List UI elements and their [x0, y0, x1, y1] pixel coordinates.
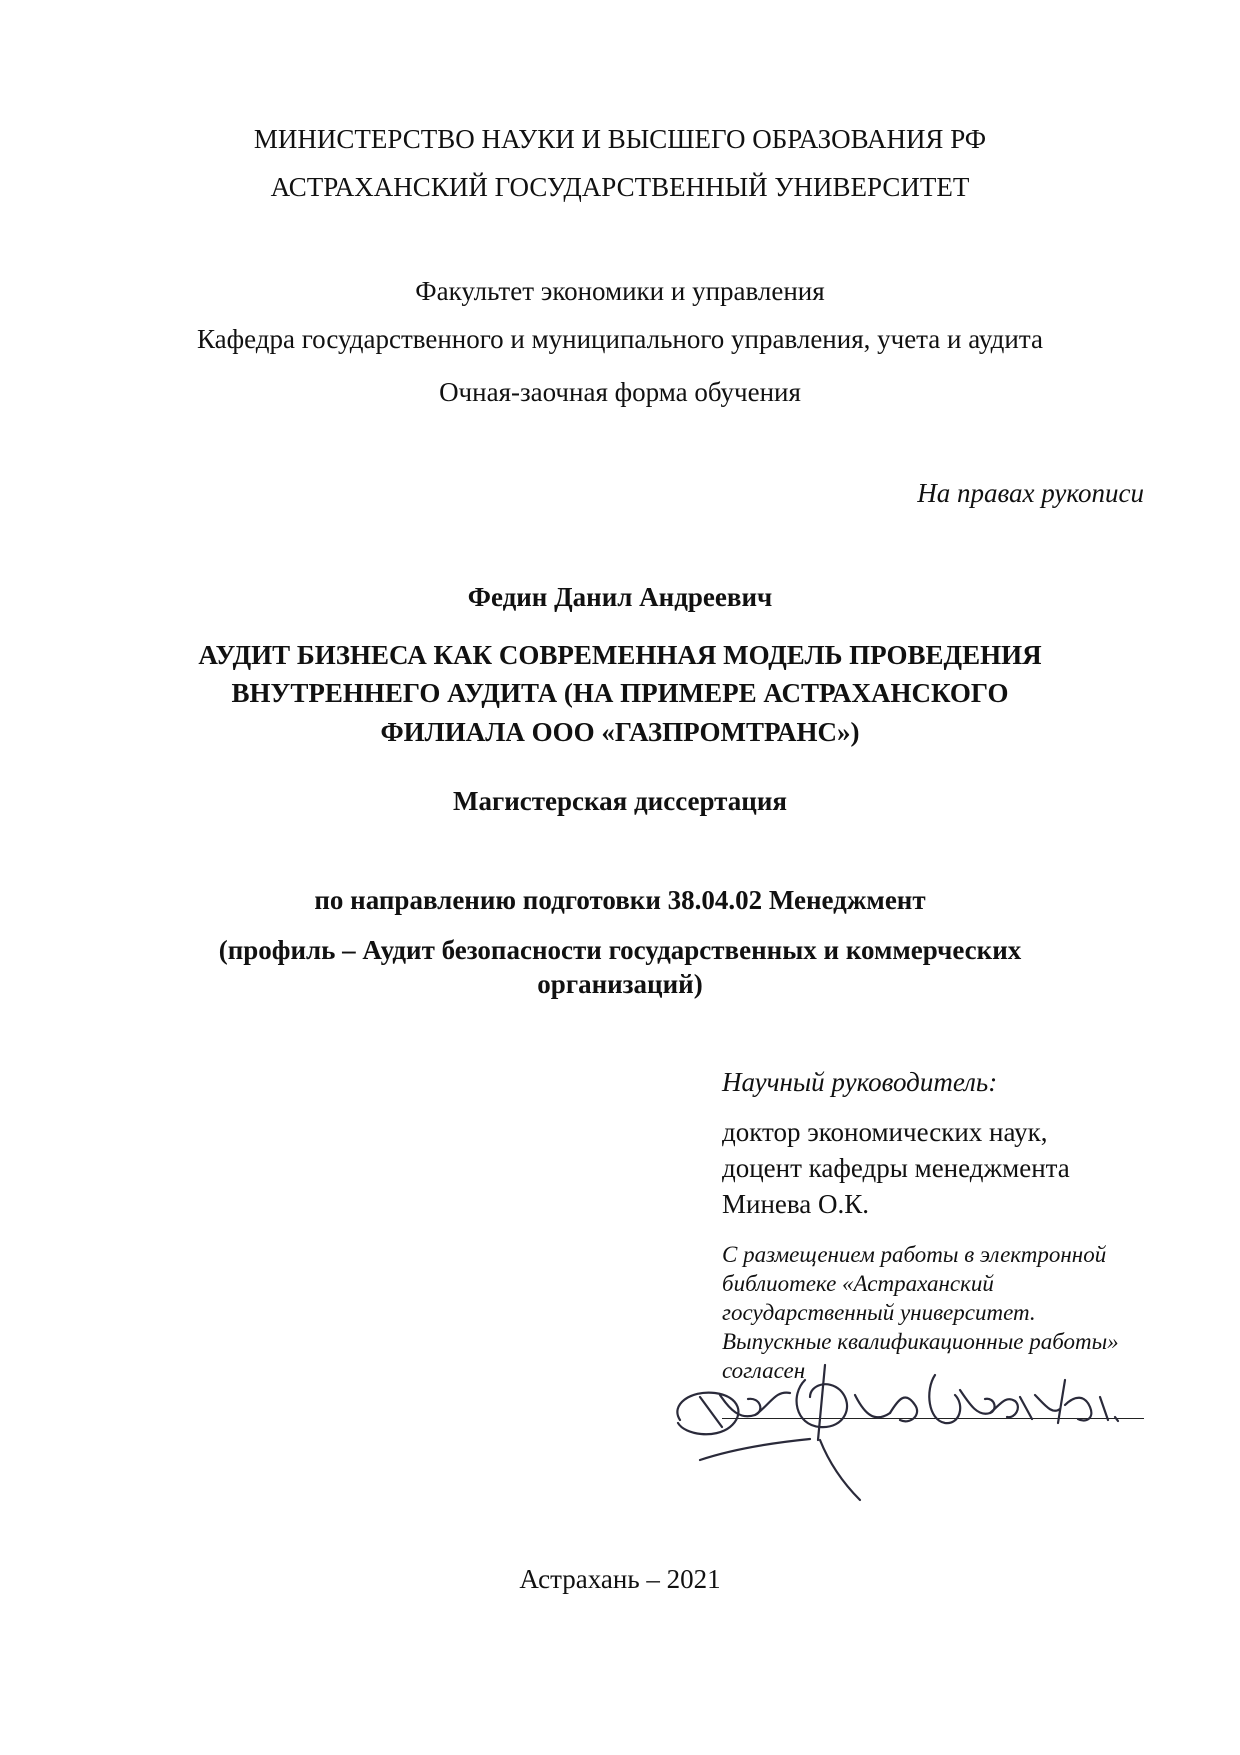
thesis-title-line-3: ФИЛИАЛА ООО «ГАЗПРОМТРАНС»)	[380, 717, 860, 747]
handwritten-signature	[660, 1335, 1160, 1505]
consent-line-3: государственный университет.	[722, 1300, 1036, 1325]
consent-line-5: согласен	[722, 1358, 806, 1383]
manuscript-note: На правах рукописи	[917, 478, 1144, 508]
direction-line: по направлению подготовки 38.04.02 Менеджмент	[314, 885, 926, 915]
profile-line-1: (профиль – Аудит безопасности государственных и коммерческих	[218, 935, 1022, 965]
profile-line-2: организаций)	[537, 969, 703, 999]
faculty-name: Факультет экономики и управления	[415, 276, 825, 306]
consent-line-1: С размещением работы в электронной	[722, 1242, 1107, 1267]
supervisor-label: Научный руководитель:	[722, 1067, 998, 1097]
work-type: Магистерская диссертация	[452, 786, 787, 816]
author-name: Федин Данил Андреевич	[467, 582, 773, 612]
consent-line-2: библиотеке «Астраханский	[722, 1271, 994, 1296]
thesis-title-line-1: АУДИТ БИЗНЕСА КАК СОВРЕМЕННАЯ МОДЕЛЬ ПРОВЕДЕНИЯ	[198, 640, 1042, 670]
supervisor-name: Минева О.К.	[722, 1189, 870, 1219]
study-form: Очная-заочная форма обучения	[439, 377, 801, 407]
chair-name: Кафедра государственного и муниципального управления, учета и аудита	[197, 324, 1043, 354]
supervisor-block	[722, 1064, 1182, 1222]
city-year: Астрахань – 2021	[519, 1564, 721, 1594]
thesis-title-line-2: ВНУТРЕННЕГО АУДИТА (НА ПРИМЕРЕ АСТРАХАНСКОГО	[231, 678, 1009, 708]
university-heading: АСТРАХАНСКИЙ ГОСУДАРСТВЕННЫЙ УНИВЕРСИТЕТ	[270, 172, 970, 202]
supervisor-degree: доктор экономических наук,	[722, 1117, 1048, 1147]
consent-line-4: Выпускные квалификационные работы»	[722, 1329, 1119, 1354]
ministry-heading: МИНИСТЕРСТВО НАУКИ И ВЫСШЕГО ОБРАЗОВАНИЯ РФ	[253, 124, 987, 154]
supervisor-position: доцент кафедры менеджмента	[722, 1153, 1070, 1183]
